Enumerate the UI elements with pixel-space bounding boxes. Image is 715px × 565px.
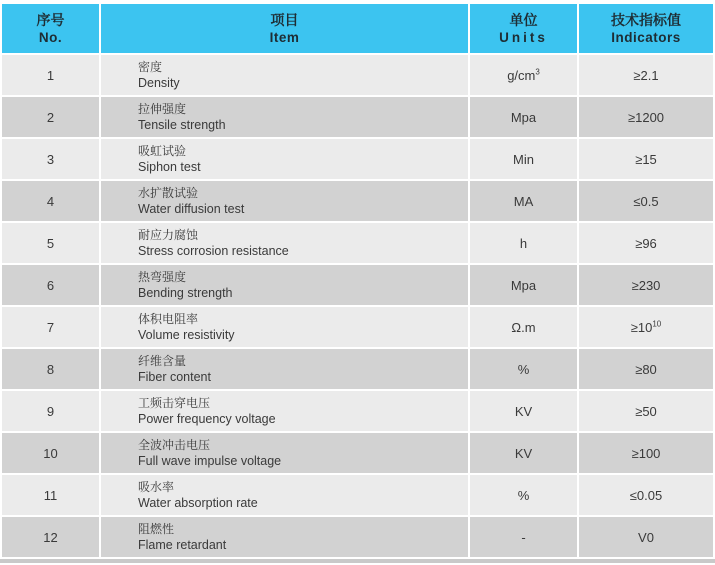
row-indicator: ≥230 (579, 265, 713, 305)
header-indicators-en: Indicators (611, 29, 681, 45)
table-row (2, 181, 713, 221)
row-number: 5 (2, 223, 99, 263)
row-unit: % (470, 475, 577, 515)
row-item-zh: 吸水率 (138, 479, 175, 494)
row-indicator: ≤0.5 (579, 181, 713, 221)
row-unit: h (470, 223, 577, 263)
header-item-en: Item (269, 29, 300, 45)
header-no (2, 4, 99, 53)
row-indicator: V0 (579, 517, 713, 557)
row-unit: Mpa (470, 97, 577, 137)
row-number: 3 (2, 139, 99, 179)
row-unit: KV (470, 391, 577, 431)
row-item (101, 139, 468, 179)
header-units-zh: 单位 (509, 11, 538, 28)
table-header (2, 4, 713, 53)
row-number: 10 (2, 433, 99, 473)
row-item-en: Volume resistivity (138, 327, 235, 342)
row-unit: Mpa (470, 265, 577, 305)
row-item-zh: 阻燃性 (138, 521, 175, 536)
row-unit: Ω.m (470, 307, 577, 347)
row-indicator: ≥80 (579, 349, 713, 389)
row-item-en: Fiber content (138, 369, 211, 384)
table-row (2, 55, 713, 95)
row-number: 2 (2, 97, 99, 137)
table-row (2, 433, 713, 473)
header-item (101, 4, 468, 53)
row-item-zh: 拉伸强度 (138, 101, 187, 116)
row-indicator: ≥50 (579, 391, 713, 431)
header-no-en: No. (38, 29, 63, 45)
row-unit: KV (470, 433, 577, 473)
row-indicator: ≥96 (579, 223, 713, 263)
row-number: 8 (2, 349, 99, 389)
row-unit: $g/cm^3$ (470, 55, 577, 95)
row-item-en: Full wave impulse voltage (138, 453, 282, 468)
row-unit: Min (470, 139, 577, 179)
table-row (2, 391, 713, 431)
row-item-en: Bending strength (138, 285, 233, 300)
header-indicators (579, 4, 713, 53)
row-number: 1 (2, 55, 99, 95)
row-indicator: ≥100 (579, 433, 713, 473)
row-item (101, 391, 468, 431)
row-indicator: ≤0.05 (579, 475, 713, 515)
row-item-zh: 全波冲击电压 (138, 437, 211, 452)
row-item-zh: 体积电阻率 (138, 311, 199, 326)
row-item-en: Water diffusion test (138, 201, 245, 216)
row-indicator: $\ge 10^{10}$ (579, 307, 713, 347)
table-row (2, 139, 713, 179)
row-item-en: Density (138, 75, 180, 90)
row-item (101, 307, 468, 347)
header-indicators-zh: 技术指标值 (611, 11, 681, 28)
row-item (101, 55, 468, 95)
header-no-zh: 序号 (36, 11, 65, 28)
row-item-zh: 水扩散试验 (138, 185, 199, 200)
row-item (101, 517, 468, 557)
header-row (2, 4, 713, 53)
row-item-en: Stress corrosion resistance (138, 243, 289, 258)
row-number: 9 (2, 391, 99, 431)
row-number: 12 (2, 517, 99, 557)
header-item-zh: 项目 (270, 11, 299, 28)
row-indicator: ≥1200 (579, 97, 713, 137)
row-unit: MA (470, 181, 577, 221)
row-item-en: Power frequency voltage (138, 411, 276, 426)
row-item (101, 223, 468, 263)
row-item-zh: 纤维含量 (138, 353, 187, 368)
row-indicator: ≥2.1 (579, 55, 713, 95)
row-item (101, 97, 468, 137)
row-number: 11 (2, 475, 99, 515)
row-number: 7 (2, 307, 99, 347)
table-row (2, 265, 713, 305)
row-item (101, 433, 468, 473)
table-row (2, 349, 713, 389)
table-row (2, 97, 713, 137)
header-units-en: Units (499, 29, 548, 45)
row-number: 6 (2, 265, 99, 305)
row-item-en: Siphon test (138, 159, 201, 174)
row-item (101, 475, 468, 515)
row-number: 4 (2, 181, 99, 221)
row-item-zh: 吸虹试验 (138, 143, 187, 158)
row-unit: - (470, 517, 577, 557)
table-row (2, 475, 713, 515)
row-item (101, 349, 468, 389)
spec-table (0, 2, 715, 559)
row-unit: % (470, 349, 577, 389)
row-item-en: Water absorption rate (138, 495, 258, 510)
table-row (2, 517, 713, 557)
header-units (470, 4, 577, 53)
row-item-en: Flame retardant (138, 537, 227, 552)
table-body (2, 55, 713, 557)
row-item (101, 181, 468, 221)
table-row (2, 223, 713, 263)
table-row (2, 307, 713, 347)
row-indicator: ≥15 (579, 139, 713, 179)
row-item-en: Tensile strength (138, 117, 226, 132)
row-item-zh: 耐应力腐蚀 (138, 227, 199, 242)
row-item-zh: 密度 (138, 59, 163, 74)
row-item (101, 265, 468, 305)
row-item-zh: 工频击穿电压 (138, 395, 211, 410)
bottom-border-band (0, 559, 715, 563)
row-item-zh: 热弯强度 (138, 269, 187, 284)
